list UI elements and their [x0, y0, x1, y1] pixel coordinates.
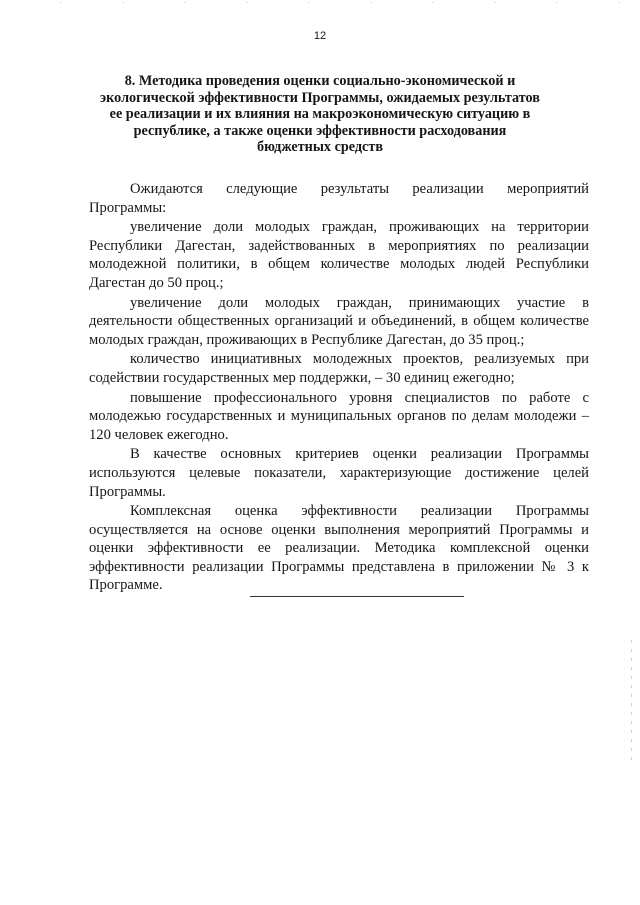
paragraph-criteria: В качестве основных критериев оценки реализации Программы используются целевые показатели, характеризующие достижение целей Программы. [89, 446, 589, 500]
page-number: 12 [313, 30, 327, 42]
paragraph-result-1: увеличение доли молодых граждан, проживающих на территории Республики Дагестан, задействованных в мероприятиях по реализации молодежной политики, в общем количестве молодых людей Республики Дагестан до 50 проц.; [89, 219, 589, 291]
paragraph-assessment: Комплексная оценка эффективности реализации Программы осуществляется на основе оценки выполнения мероприятий Программы и оценки эффективности ее реализации. Методика комплексной оценки эффективности реализации Программы представлена в приложении № 3 к Программе. [89, 503, 589, 594]
heading-line: республике, а также оценки эффективности расходования [133, 122, 507, 139]
heading-line: бюджетных средств [257, 139, 383, 156]
section-body [89, 180, 589, 595]
heading-line: 8. Методика проведения оценки социально-экономической и [124, 73, 516, 89]
paragraph-result-4: повышение профессионального уровня специалистов по работе с молодежью государственных и муниципальных органов по делам молодежи –120 человек ежегодно. [89, 389, 589, 443]
section-heading [100, 73, 540, 156]
heading-line: экологической эффективности Программы, ожидаемых результатов [100, 89, 540, 106]
scan-artifact [0, 2, 640, 3]
scan-artifact [631, 640, 632, 760]
paragraph-intro: Ожидаются следующие результаты реализации мероприятий Программы: [89, 181, 589, 216]
end-of-section-rule [250, 596, 464, 597]
paragraph-result-2: увеличение доли молодых граждан, принимающих участие в деятельности общественных организаций и объединений, в общем количестве молодых граждан, проживающих в Республике Дагестан, до 35 проц.; [89, 294, 589, 348]
paragraph-result-3: количество инициативных молодежных проектов, реализуемых при содействии государственных мер поддержки, – 30 единиц ежегодно; [89, 351, 589, 386]
heading-line: ее реализации и их влияния на макроэкономическую ситуацию в [109, 106, 531, 123]
